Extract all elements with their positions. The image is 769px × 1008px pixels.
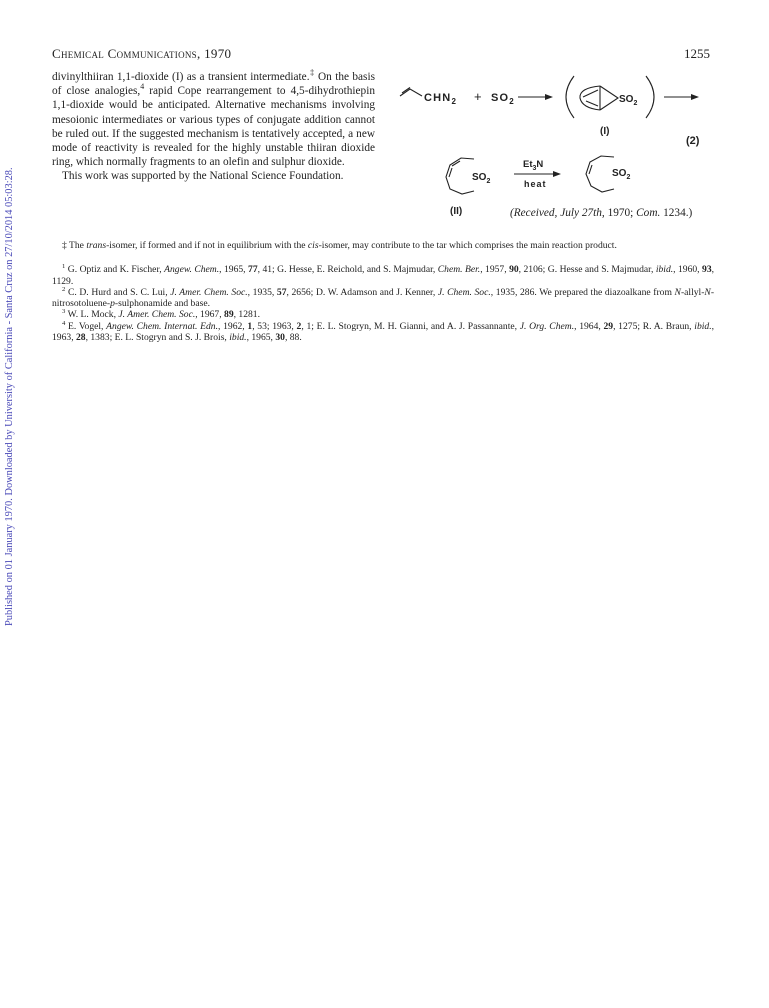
footnote-dagger: ‡ The trans-isomer, if formed and if not in equilibrium with the cis-isomer, may contribute to the tar which comprises the main reaction product. [62, 240, 617, 251]
reference-1: $^1$ G. Optiz and K. Fischer, Angew. Chem., 1965, 77, 41; G. Hesse, E. Reichold, and S. Majmudar, Chem. Ber., 1957, 90, 2106; G. Hesse and S. Majmudar, ibid., 1960, 93, 1129. [52, 263, 715, 287]
divinylthiiran-vinyl-bond-2 [586, 101, 598, 106]
equation-number: (2) [686, 135, 700, 147]
reaction-arrow-2-head [691, 94, 699, 100]
dihydrothiepin-double-bond [449, 168, 452, 177]
received-line: (Received, July 27th, 1970; Com. 1234.) [510, 207, 693, 219]
product-double-bond [589, 165, 592, 174]
divinylthiiran-ring [580, 86, 600, 110]
product-so2-label: $SO_2$ [612, 168, 631, 181]
compound-label-II: (II) [450, 206, 463, 217]
body-paragraph-2: This work was supported by the National Science Foundation. [62, 170, 344, 183]
intermediate-so2-label: $SO_2$ [619, 94, 638, 107]
footnotes [52, 240, 714, 343]
body-text [52, 70, 375, 184]
compound-label-I: (I) [600, 126, 610, 137]
divinylthiiran-vinyl-bond [583, 90, 598, 97]
page-number: 1255 [684, 46, 710, 61]
download-watermark-text: Published on 01 January 1970. Downloaded by University of California - Santa Cruz on 27/10/2014 05:03:28. [4, 167, 15, 626]
reference-3: $^3$ W. L. Mock, J. Amer. Chem. Soc., 1967, 89, 1281. [62, 308, 260, 321]
journal-title: Chemical Communications, 1970 [52, 46, 232, 61]
right-bracket [646, 76, 654, 118]
reference-4: $^4$ E. Vogel, Angew. Chem. Internat. Edn., 1962, 1, 53; 1963, 2, 1; E. L. Stogryn, M. H. Gianni, and A. J. Passannante, J. Org. Chem., 1964, 29, 1275; R. A. Braun, ibid., 1963, 28, 1383; E. L. Stogryn and S. J. Brois, ibid., 1965, 30, 88. [52, 319, 715, 344]
thiiran-ring [600, 86, 618, 110]
reaction-arrow-3-head [553, 171, 561, 177]
sulfur-dioxide-label: $SO_2$ [491, 92, 515, 106]
reagent-label: $Et_3N$ [523, 159, 544, 172]
reference-mark: 4 [140, 82, 145, 92]
compound-II-so2-label: $SO_2$ [472, 172, 491, 185]
reaction-scheme-drawing [388, 70, 718, 220]
dihydrothiepin-ring [446, 158, 474, 194]
product-ring [586, 156, 614, 192]
conditions-label: heat [524, 179, 547, 189]
plus-sign: + [474, 89, 482, 104]
reference-2: $^2$ C. D. Hurd and S. C. Lui, J. Amer. Chem. Soc., 1935, 57, 2656; D. W. Adamson and J. Kenner, J. Chem. Soc., 1935, 286. We prepared the diazoalkane from N-allyl-N-nitrosotoluene-p-sulphonamide and base. [52, 285, 715, 310]
body-paragraph-1: divinylthiiran 1,1-dioxide (I) as a transient intermediate.‡ On the basis of close analogies,$^4$ rapid Cope rearrangement to 4,5-dihydrothiepin 1,1-dioxide would be anticipated. Alternative mechanisms involving mesoionic intermediates or various types of conjugate addition cannot be ruled out. If the suggested mechanism is tentatively accepted, a new mode of reactivity is revealed for the highly unstable thiiran dioxide ring, which normally fragments to an olefin and sulphur dioxide. [52, 68, 375, 169]
left-bracket [566, 76, 574, 118]
page-header [52, 46, 710, 62]
reaction-arrow-1-head [545, 94, 553, 100]
diazo-group-label: $CHN_2$ [424, 92, 458, 106]
reaction-scheme [388, 70, 718, 220]
footnote-mark-dagger: ‡ [309, 68, 315, 78]
